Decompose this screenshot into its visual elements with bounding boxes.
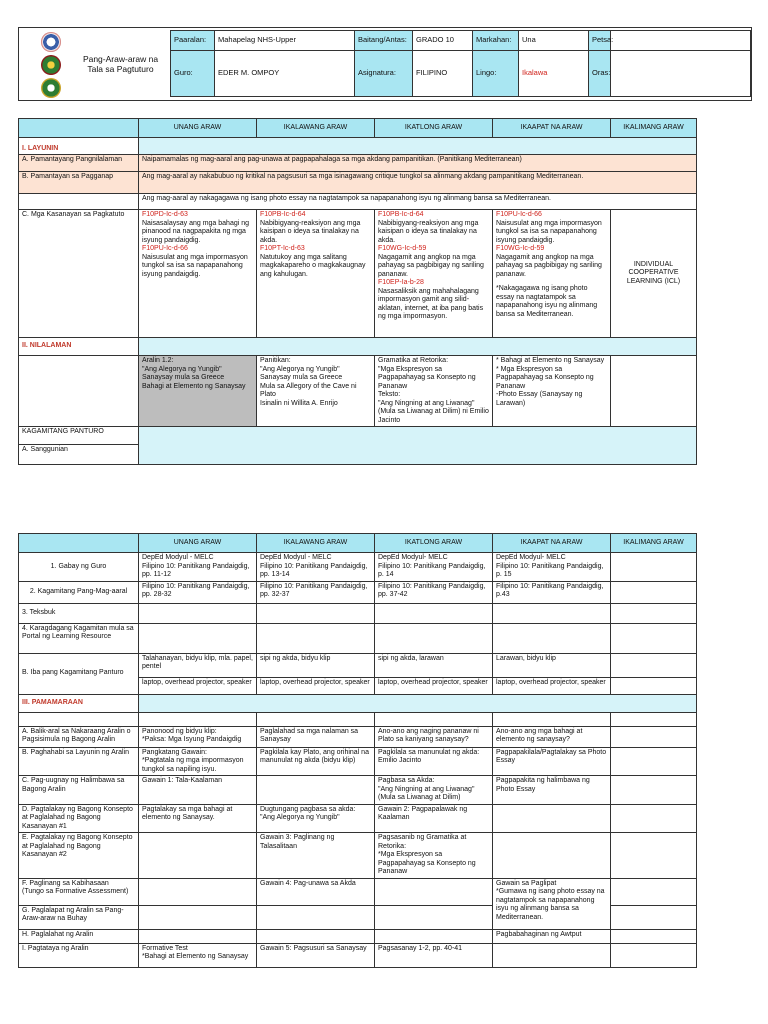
kasanayan-day3: F10PB-Ic-d-64 Nabibigyang-reaksiyon ang mga kaisipan o ideya sa tinalakay na akda. F10WG-Ic-d-59 Nagagamit ang angkop na mga pahayag sa pagbibigay ng sariling pananaw. F10EP-Ia-b-28 Nasasaliksik ang mahahalagang impormasyon gamit ang silid-aklatan, internet, at iba pang batis ng mga impormasyon. xyxy=(375,210,493,338)
pagtalakay-2-label: E. Pagtalakay ng Bagong Konsepto at Paglalahad ng Bagong Kasanayan #2 xyxy=(19,833,139,879)
table-cell: laptop, overhead projector, speaker xyxy=(375,677,493,694)
table-cell: DepEd Modyul- MELC Filipino 10: Panitikang Pandaigdig, p. 14 xyxy=(375,553,493,582)
pagtataya-label: I. Pagtataya ng Aralin xyxy=(19,943,139,967)
kasanayan-day4: F10PU-Ic-d-66 Naisusulat ang mga impormasyon tungkol sa isa sa napapanahong isyung pandaigdig. F10WG-Ic-d-59 Nagagamit ang angkop na mga pahayag sa pagbibigay ng sariling pananaw. *Nakagagawa ng isang photo essay na nagtatampok sa napapanahong isyu ng alinmang bansa sa Mediterranean. xyxy=(493,210,611,338)
oras-label: Oras: xyxy=(589,51,611,97)
table-cell xyxy=(611,726,697,747)
pamamaraan-heading: III. PAMAMARAAN xyxy=(19,694,139,712)
table-cell: Gawain 3: Paglinang ng Talasalitaan xyxy=(257,833,375,879)
table-cell: sipi ng akda, larawan xyxy=(375,653,493,677)
markahan-value: Una xyxy=(519,31,589,51)
paglinang-label: F. Paglinang sa Kabihasaan (Tungo sa Formative Assessment) xyxy=(19,878,139,905)
paaralan-value: Mahapelag NHS-Upper xyxy=(215,31,355,51)
pamantayan-extra-text: Ang mag-aaral ay nakagagawa ng isang photo essay na nagtatampok sa napapanahong isyu ng alinmang bansa sa Mediterranean. xyxy=(139,194,697,210)
table-cell: Pagsasanay 1-2, pp. 40-41 xyxy=(375,943,493,967)
table-cell xyxy=(611,653,697,677)
kasanayan-label: C. Mga Kasanayan sa Pagkatuto xyxy=(19,210,139,338)
table-cell xyxy=(611,804,697,833)
table-cell xyxy=(611,747,697,776)
day-header: IKALIMANG ARAW xyxy=(611,534,697,553)
day-header: IKALIMANG ARAW xyxy=(611,119,697,138)
table-cell: Filipino 10: Panitikang Pandaigdig, pp. 32-37 xyxy=(257,581,375,603)
paglalapat-label: G. Paglalapat ng Aralin sa Pang-Araw-araw na Buhay xyxy=(19,905,139,929)
day-header: IKATLONG ARAW xyxy=(375,119,493,138)
table-cell: DepEd Modyul - MELC Filipino 10: Panitikang Pandaigdig, pp. 11-12 xyxy=(139,553,257,582)
table-cell xyxy=(139,905,257,929)
day-header: IKATLONG ARAW xyxy=(375,534,493,553)
deped-seal-icon xyxy=(41,32,61,52)
pag-uugnay-label: C. Pag-uugnay ng Halimbawa sa Bagong Aralin xyxy=(19,776,139,805)
table-cell xyxy=(611,943,697,967)
day-header: UNANG ARAW xyxy=(139,534,257,553)
table-cell: Filipino 10: Panitikang Pandaigdig, p.43 xyxy=(493,581,611,603)
asignatura-label: Asignatura: xyxy=(355,51,413,97)
table-cell: Ano-ano ang naging pananaw ni Plato sa kaniyang sanaysay? xyxy=(375,726,493,747)
table-cell: Dugtungang pagbasa sa akda: "Ang Alegorya ng Yungib" xyxy=(257,804,375,833)
markahan-label: Markahan: xyxy=(473,31,519,51)
pamantayang-pangnilalaman-text: Naipamamalas ng mag-aaral ang pag-unawa at pagpapahalaga sa mga akdang pampanitikan. (Panitikang Mediterranean) xyxy=(139,155,697,172)
table-cell xyxy=(375,905,493,929)
table-cell: Pangkatang Gawain: *Pagtatala ng mga impormasyon tungkol sa napiling isyu. xyxy=(139,747,257,776)
table-cell xyxy=(611,677,697,694)
table-cell: Ano-ano ang mga bahagi at elemento ng sanaysay? xyxy=(493,726,611,747)
table-cell: Panonood ng bidyu klip: *Paksa: Mga Isyung Pandaigdig xyxy=(139,726,257,747)
guro-value: EDER M. OMPOY xyxy=(215,51,355,97)
baitang-value: GRADO 10 xyxy=(413,31,473,51)
table-cell xyxy=(493,943,611,967)
table-cell: Filipino 10: Panitikang Pandaigdig, pp. 28-32 xyxy=(139,581,257,603)
baitang-label: Baitang/Antas: xyxy=(355,31,413,51)
day-header: IKALAWANG ARAW xyxy=(257,119,375,138)
nilalaman-day4: * Bahagi at Elemento ng Sanaysay * Mga Ekspresyon sa Pagpapahayag sa Konsepto ng Pananaw -Photo Essay (Sanaysay ng Larawan) xyxy=(493,356,611,427)
table-cell: Gawain sa Paglipat *Gumawa ng isang photo essay na nagtatampok sa napapanahong isyu ng alinmang bansa sa Mediterranean. xyxy=(493,878,611,929)
table-cell: sipi ng akda, bidyu klip xyxy=(257,653,375,677)
kagamitan-heading: KAGAMITANG PANTURO xyxy=(19,427,139,445)
kagamitang-mag-aaral-label: 2. Kagamitang Pang-Mag-aaral xyxy=(19,581,139,603)
pamantayan-pagganap-text: Ang mag-aaral ay nakabubuo ng kritikal na pagsusuri sa mga isinagawang critique tungkol sa alinmang akdang pampanitikang Mediterranean. xyxy=(139,172,697,194)
page-title: Pang-Araw-araw na Tala sa Pagtuturo xyxy=(82,54,159,74)
table-cell: Paglalahad sa mga nalaman sa Sanaysay xyxy=(257,726,375,747)
linggo-label: Lingo: xyxy=(473,51,519,97)
gabay-guro-label: 1. Gabay ng Guro xyxy=(19,553,139,582)
table-cell xyxy=(611,581,697,603)
guro-label: Guro: xyxy=(171,51,215,97)
table-cell xyxy=(611,905,697,929)
paaralan-label: Paaralan: xyxy=(171,31,215,51)
school-logo-icon xyxy=(41,55,61,75)
karagdagang-kagamitan-label: 4. Karagdagang Kagamitan mula sa Portal ng Learning Resource xyxy=(19,623,139,653)
table-cell xyxy=(493,804,611,833)
kasanayan-day1: F10PD-Ic-d-63 Naisasalaysay ang mga bahagi ng pinanood na nagpapakita ng mga isyung pandaigdig. F10PU-Ic-d-66 Naisusulat ang mga impormasyon tungkol sa isa sa napapanahong isyung pandaigdig. xyxy=(139,210,257,338)
table-cell: Gawain 5: Pagsusuri sa Sanaysay xyxy=(257,943,375,967)
pamantayan-pagganap-label: B. Pamantayan sa Pagganap xyxy=(19,172,139,194)
lesson-table-1 xyxy=(18,118,697,465)
oras-value xyxy=(611,51,751,97)
table-cell: DepEd Modyul - MELC Filipino 10: Panitikang Pandaigdig, pp. 13-14 xyxy=(257,553,375,582)
table-cell: Gawain 4: Pag-unawa sa Akda xyxy=(257,878,375,905)
table-cell: Gawain 2: Pagpapalawak ng Kaalaman xyxy=(375,804,493,833)
table-cell: Pagtalakay sa mga bahagi at elemento ng Sanaysay. xyxy=(139,804,257,833)
iba-pang-kagamitan-label: B. Iba pang Kagamitang Panturo xyxy=(19,653,139,694)
asignatura-value: FILIPINO xyxy=(413,51,473,97)
day-header: UNANG ARAW xyxy=(139,119,257,138)
table-cell xyxy=(375,878,493,905)
table-cell: Gawain 1: Tala-Kaalaman xyxy=(139,776,257,805)
nilalaman-day2: Panitikan: "Ang Alegorya ng Yungib" Sanaysay mula sa Greece Mula sa Allegory of the Cave ni Plato Isinalin ni Willita A. Enrijo xyxy=(257,356,375,427)
table-cell: Filipino 10: Panitikang Pandaigdig, pp. 37-42 xyxy=(375,581,493,603)
table-cell xyxy=(611,833,697,879)
table-cell: Pagkilala kay Plato, ang orihinal na manunulat ng akda (bidyu klip) xyxy=(257,747,375,776)
table-cell xyxy=(139,833,257,879)
table-cell: laptop, overhead projector, speaker xyxy=(257,677,375,694)
table-cell xyxy=(139,878,257,905)
pagtalakay-1-label: D. Pagtalakay ng Bagong Konsepto at Paglalahad ng Bagong Kasanayan #1 xyxy=(19,804,139,833)
day-header: IKALAWANG ARAW xyxy=(257,534,375,553)
kasanayan-day5: INDIVIDUAL COOPERATIVE LEARNING (ICL) xyxy=(611,210,697,338)
table-cell: Larawan, bidyu klip xyxy=(493,653,611,677)
table-cell: Pagkilala sa manunulat ng akda: Emilio Jacinto xyxy=(375,747,493,776)
table-cell xyxy=(257,905,375,929)
table-cell xyxy=(611,776,697,805)
table-cell: Pagpapakilala/Pagtalakay sa Photo Essay xyxy=(493,747,611,776)
table-cell: Formative Test *Bahagi at Elemento ng Sanaysay xyxy=(139,943,257,967)
table-cell xyxy=(257,776,375,805)
table-cell xyxy=(611,553,697,582)
layunin-heading: I. LAYUNIN xyxy=(19,138,139,155)
nilalaman-day5 xyxy=(611,356,697,427)
header-table xyxy=(170,30,751,97)
pamantayang-pangnilalaman-label: A. Pamantayang Pangnilalaman xyxy=(19,155,139,172)
linggo-value: Ikalawa xyxy=(519,51,589,97)
lesson-table-2 xyxy=(18,533,697,968)
division-logo-icon xyxy=(41,78,61,98)
paghahabi-label: B. Paghahabi sa Layunin ng Aralin xyxy=(19,747,139,776)
balik-aral-label: A. Balik-aral sa Nakaraang Aralin o Pagsisimula ng Bagong Aralin xyxy=(19,726,139,747)
paglalahat-label: H. Paglalahat ng Aralin xyxy=(19,929,139,943)
table-cell xyxy=(611,878,697,905)
table-cell xyxy=(493,833,611,879)
nilalaman-heading: II. NILALAMAN xyxy=(19,338,139,356)
table-cell: Talahanayan, bidyu klip, mla. papel, pentel xyxy=(139,653,257,677)
table-cell: Pagpapakita ng halimbawa ng Photo Essay xyxy=(493,776,611,805)
day-header: IKAAPAT NA ARAW xyxy=(493,119,611,138)
table-cell: laptop, overhead projector, speaker xyxy=(139,677,257,694)
table-cell: Pagbabahaginan ng Awtput xyxy=(493,929,611,943)
table-cell: Pagsasanib ng Gramatika at Retorika: *Mga Ekspresyon sa Pagpapahayag sa Konsepto ng Pananaw xyxy=(375,833,493,879)
table-cell: laptop, overhead projector, speaker xyxy=(493,677,611,694)
nilalaman-day1: Aralin 1.2: "Ang Alegorya ng Yungib" Sanaysay mula sa Greece Bahagi at Elemento ng Sanaysay xyxy=(139,356,257,427)
kasanayan-day2: F10PB-Ic-d-64 Nabibigyang-reaksiyon ang mga kaisipan o ideya sa tinalakay na akda. F10PT-Ic-d-63 Natutukoy ang mga salitang magkakapareho o magkakaugnay ang kahulugan. xyxy=(257,210,375,338)
table-cell: DepEd Modyul- MELC Filipino 10: Panitikang Pandaigdig, p. 15 xyxy=(493,553,611,582)
nilalaman-day3: Gramatika at Retorika: "Mga Ekspresyon sa Pagpapahayag sa Konsepto ng Pananaw Teksto: "Ang Ningning at ang Liwanag" (Mula sa Liwanag at Dilim) ni Emilio Jacinto xyxy=(375,356,493,427)
petsa-label: Petsa: xyxy=(589,31,611,51)
day-header: IKAAPAT NA ARAW xyxy=(493,534,611,553)
table-cell: Pagbasa sa Akda: "Ang Ningning at ang Liwanag" (Mula sa Liwanag at Dilim) xyxy=(375,776,493,805)
sanggunian-label: A. Sanggunian xyxy=(19,445,139,465)
petsa-value xyxy=(611,31,751,51)
teksbuk-label: 3. Teksbuk xyxy=(19,603,139,623)
